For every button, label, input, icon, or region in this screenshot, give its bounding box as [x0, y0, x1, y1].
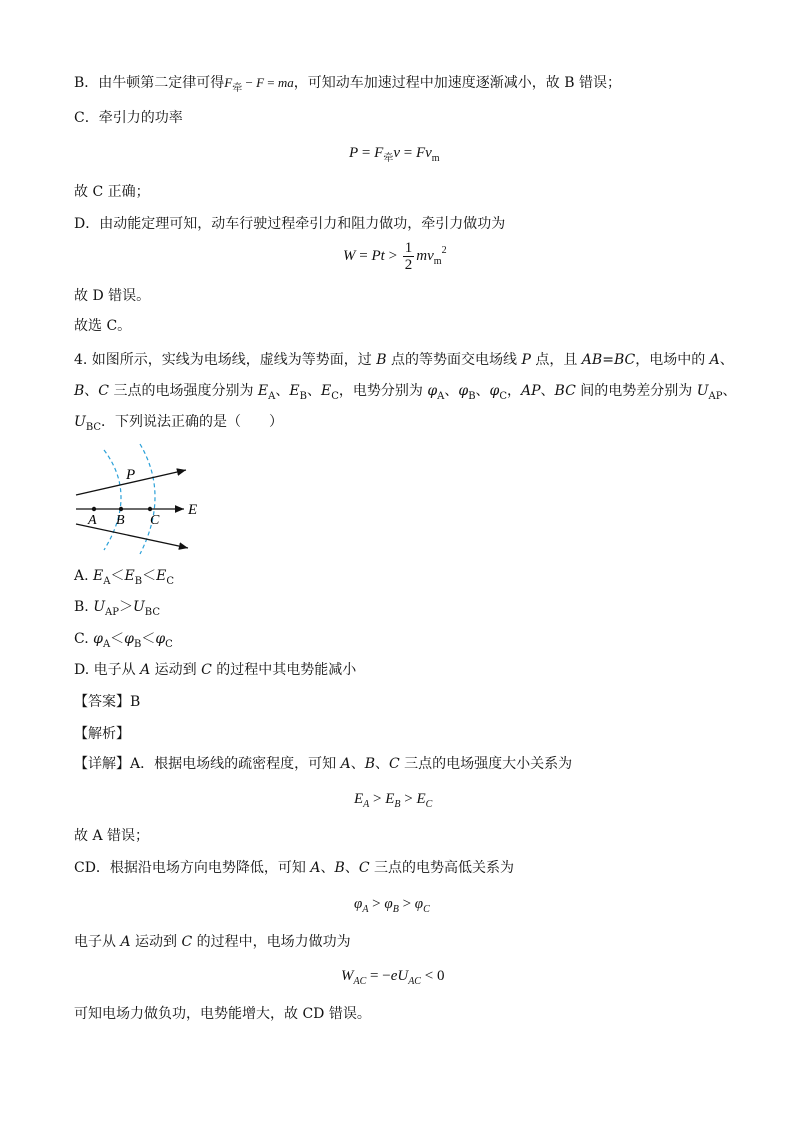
- option-c: C. $\varphi_A<\varphi_B<\varphi_C$: [74, 631, 173, 650]
- field-equation: $E_A > E_B > E_C$: [354, 791, 433, 810]
- option-c-conclusion: 故 C 正确；: [74, 184, 150, 200]
- label-c: C: [150, 513, 160, 528]
- newton-equation: $F_牵 - F$ = ma: [224, 75, 294, 94]
- label-e: E: [188, 502, 198, 518]
- equipotential-line-b: [104, 450, 121, 550]
- choose-line: 故选 C。: [74, 318, 132, 334]
- label-b: B: [116, 513, 125, 528]
- final-conclusion: 可知电场力做负功，电势能增大，故 CD 错误。: [74, 1006, 371, 1022]
- label-p: P: [126, 467, 136, 483]
- point-c: [148, 507, 152, 511]
- power-equation: $P = F_牵v = Fv_m$: [349, 145, 440, 164]
- option-b: B. $U_{AP}>U_{BC}$: [74, 599, 160, 618]
- work-equation: W = Pt > $\frac{1}{2}$ $mv_m^2$: [343, 240, 447, 274]
- option-d-intro: D．由动能定理可知，动车行驶过程牵引力和阻力做功，牵引力做功为: [74, 216, 506, 232]
- label-a: A: [88, 513, 97, 528]
- equipotential-line-c: [140, 444, 155, 554]
- electric-field-figure: [70, 440, 210, 558]
- wac-equation: $W_{AC} = -eU_{AC} < 0$: [341, 968, 445, 987]
- potential-equation: $\varphi_A > \varphi_B > \varphi_C$: [354, 896, 430, 915]
- cd-intro: CD．根据沿电场方向电势降低，可知 A、B、C 三点的电势高低关系为: [74, 860, 514, 876]
- detail-a: 【详解】A．根据电场线的疏密程度，可知 A、B、C 三点的电场强度大小关系为: [74, 756, 573, 772]
- electron-work-line: 电子从 A 运动到 C 的过程中，电场力做功为: [74, 934, 351, 950]
- a-conclusion: 故 A 错误；: [74, 828, 150, 844]
- option-b-suffix: ，可知动车加速过程中加速度逐渐减小，故 B 错误；: [293, 75, 621, 91]
- option-d: D. 电子从 A 运动到 C 的过程中其电势能减小: [74, 662, 357, 678]
- analysis-heading: 【解析】: [74, 726, 130, 742]
- option-a: A. $E_A<E_B<E_C$: [74, 568, 174, 587]
- question-4-line1: 4. 如图所示，实线为电场线，虚线为等势面，过 B 点的等势面交电场线 P 点，且 AB=BC，电场中的 A、: [74, 352, 734, 368]
- one-half-fraction: $\frac{1}{2}$: [404, 240, 413, 274]
- option-c-intro: C．牵引力的功率: [74, 110, 183, 126]
- option-b-explanation: [74, 72, 621, 100]
- option-d-conclusion: 故 D 错误。: [74, 288, 151, 304]
- answer-line: 【答案】B: [74, 694, 141, 710]
- point-a: [92, 507, 96, 511]
- option-b-prefix: B．由牛顿第二定律可得: [74, 75, 225, 91]
- point-b: [119, 507, 123, 511]
- question-4-line3: $U_{BC}$．下列说法正确的是（ ）: [74, 414, 283, 433]
- question-4-line2: B、C 三点的电场强度分别为 $E_A$、$E_B$、$E_C$，电势分别为 $\varphi_A$、$\varphi_B$、$\varphi_C$，AP、BC 间的电势差分别为 $U_{AP}$、: [74, 383, 737, 402]
